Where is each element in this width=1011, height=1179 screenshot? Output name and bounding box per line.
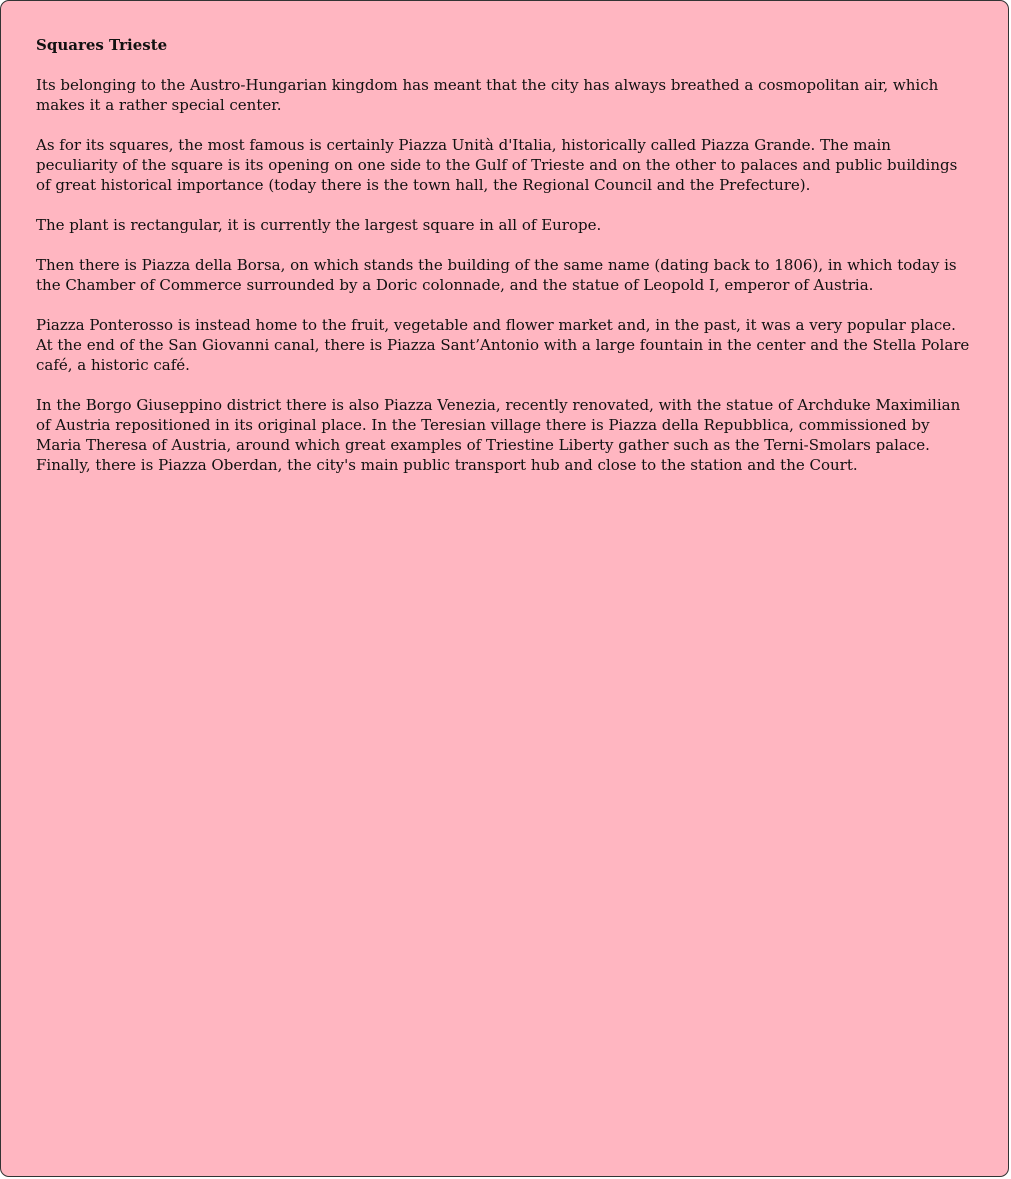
article-paragraph: Piazza Ponterosso is instead home to the fruit, vegetable and flower market and, in the past, it was a very popular place. At the end of the San Giovanni canal, there is Piazza Sant’Antonio with a large fountain in the center and the Stella Polare café, a historic café.	[36, 316, 970, 374]
article-paragraph: Then there is Piazza della Borsa, on which stands the building of the same name (dating back to 1806), in which today is the Chamber of Commerce surrounded by a Doric colonnade, and the statue of Leopold I, emperor of Austria.	[36, 256, 957, 294]
article-paragraph: As for its squares, the most famous is certainly Piazza Unità d'Italia, historically called Piazza Grande. The main peculiarity of the square is its opening on one side to the Gulf of Trieste and on the other to palaces and public buildings of great historical importance (today there is the town hall, the Regional Council and the Prefecture).	[36, 136, 958, 194]
article-paragraph: The plant is rectangular, it is currently the largest square in all of Europe.	[36, 216, 602, 234]
article-paragraph: In the Borgo Giuseppino district there is also Piazza Venezia, recently renovated, with the statue of Archduke Maximilian of Austria repositioned in its original place. In the Teresian village there is Piazza della Repubblica, commissioned by Maria Theresa of Austria, around which great examples of Triestine Liberty gather such as the Terni-Smolars palace. Finally, there is Piazza Oberdan, the city's main public transport hub and close to the station and the Court.	[36, 396, 961, 474]
article-paragraph: Its belonging to the Austro-Hungarian kingdom has meant that the city has always breathed a cosmopolitan air, which makes it a rather special center.	[36, 76, 939, 114]
article-title: Squares Trieste	[36, 36, 168, 54]
